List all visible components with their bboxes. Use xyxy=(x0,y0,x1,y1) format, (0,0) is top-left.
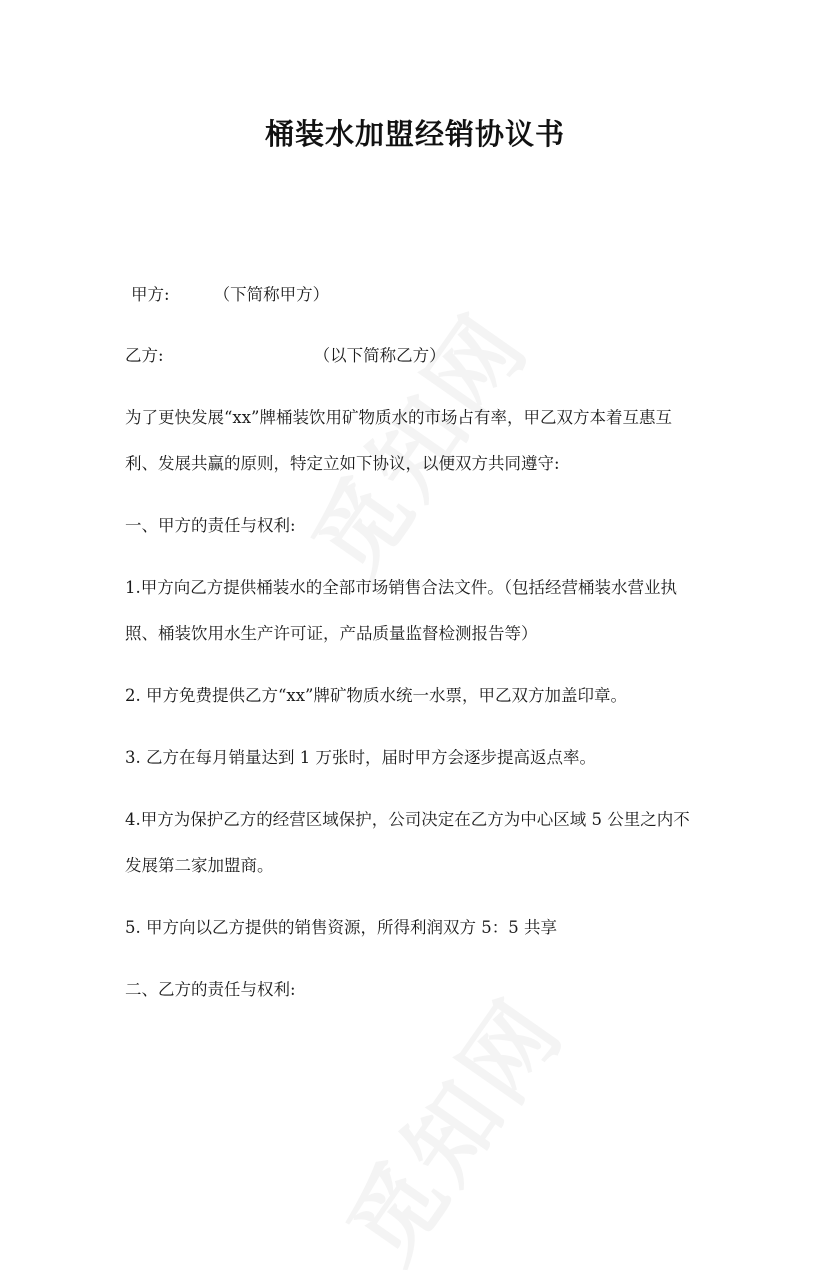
intro-line-2: 利、发展共赢的原则，特定立如下协议，以便双方共同遵守: xyxy=(125,454,560,473)
watermark xyxy=(310,965,590,1286)
party-b-label: 乙方: xyxy=(125,346,164,365)
party-b-line xyxy=(125,344,446,368)
party-a-note: （下简称甲方） xyxy=(213,285,330,304)
clause-4-line-1: 4.甲方为保护乙方的经营区域保护，公司决定在乙方为中心区域 5 公里之内不 xyxy=(125,810,690,829)
clause-5: 5. 甲方向以乙方提供的销售资源，所得利润双方 5：5 共享 xyxy=(125,918,557,937)
clause-4-line-2: 发展第二家加盟商。 xyxy=(125,856,274,875)
clause-1-line-2: 照、桶装饮用水生产许可证，产品质量监督检测报告等） xyxy=(125,624,538,643)
section-2-heading: 二、乙方的责任与权利: xyxy=(125,980,296,999)
clause-3: 3. 乙方在每月销量达到 1 万张时，届时甲方会逐步提高返点率。 xyxy=(125,748,596,767)
clause-1-line-1: 1.甲方向乙方提供桶装水的全部市场销售合法文件。（包括经营桶装水营业执 xyxy=(125,578,677,597)
intro-line-1: 为了更快发展“xx”牌桶装饮用矿物质水的市场占有率，甲乙双方本着互惠互 xyxy=(125,408,672,427)
watermark xyxy=(275,280,555,601)
section-1-heading: 一、甲方的责任与权利: xyxy=(125,516,296,535)
party-a-label: 甲方: xyxy=(131,285,170,304)
party-a-line xyxy=(131,283,329,307)
party-b-note: （以下简称乙方） xyxy=(313,346,446,365)
clause-2: 2. 甲方免费提供乙方“xx”牌矿物质水统一水票，甲乙双方加盖印章。 xyxy=(125,686,627,705)
document-title: 桶装水加盟经销协议书 xyxy=(264,117,565,151)
